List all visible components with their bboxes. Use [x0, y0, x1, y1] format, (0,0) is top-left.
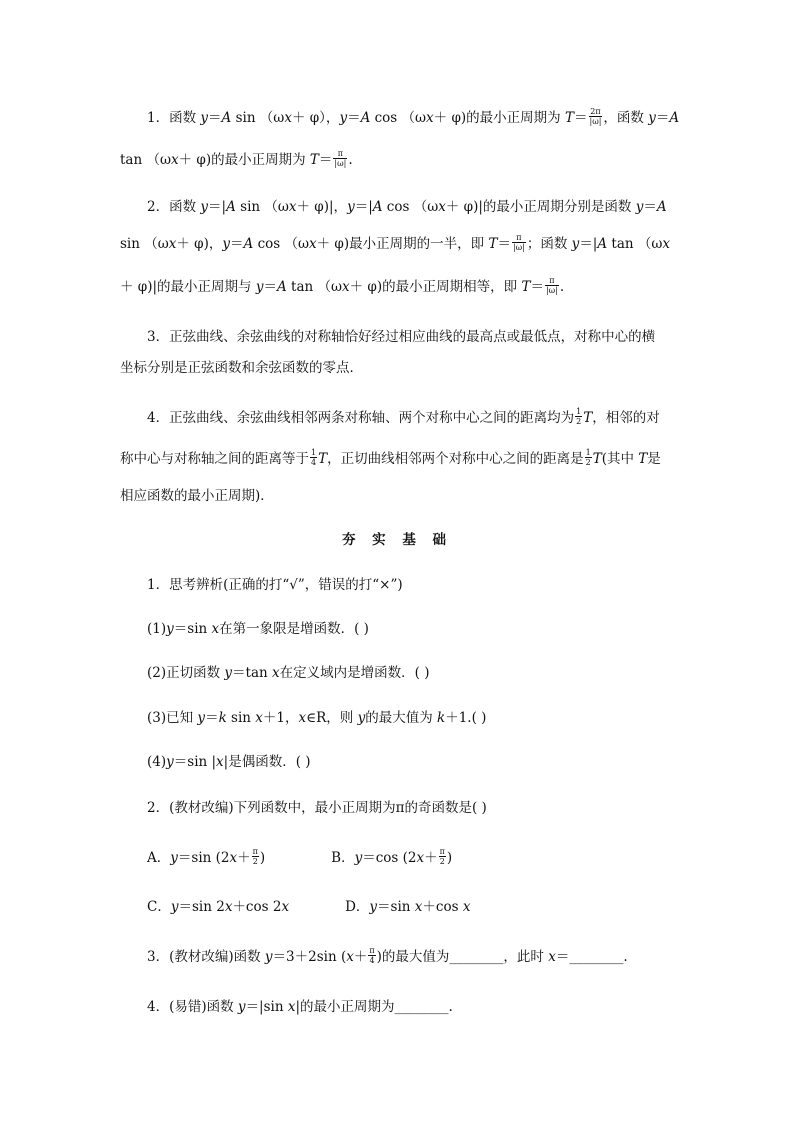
text-run: 是 — [647, 451, 661, 467]
math-variable: y — [200, 199, 209, 215]
fraction-numerator: 1 — [585, 447, 591, 457]
math-variable: A — [221, 110, 232, 126]
math-variable: y — [354, 850, 363, 866]
text-run: ＝ — [655, 110, 670, 126]
math-variable: x — [346, 949, 354, 965]
text-run: 4．(易错)函数 — [147, 999, 238, 1015]
math-variable: y — [166, 754, 174, 770]
math-variable: x — [216, 754, 224, 770]
math-variable: x — [170, 152, 179, 168]
text-run: 在定义域内是增函数．( ) — [279, 665, 430, 681]
exercise-4 — [147, 997, 707, 1017]
text-run: ＋cos — [422, 899, 463, 915]
math-variable: T — [488, 236, 498, 252]
math-variable: x — [416, 850, 425, 866]
summary-item-4-line-3 — [120, 486, 680, 506]
text-run: sin — [226, 710, 256, 726]
math-variable: y — [224, 665, 233, 681]
text-run: 1．函数 — [147, 110, 201, 126]
text-run: (1) — [147, 621, 167, 637]
text-run: ＋ φ)的最小正周期为 — [433, 110, 565, 126]
text-run: ＋1， — [262, 710, 299, 726]
summary-item-2-line-1 — [147, 197, 707, 217]
text-run: ＝tan — [232, 665, 273, 681]
text-run: 坐标分别是正弦函数和余弦函数的零点． — [120, 360, 363, 376]
math-variable: A — [656, 199, 667, 215]
text-run: tan （ω — [607, 236, 663, 252]
math-variable: k — [218, 710, 227, 726]
text-run: ＝ — [643, 199, 657, 215]
fraction — [575, 408, 582, 426]
math-variable: y — [264, 949, 273, 965]
text-run: ＝| — [354, 199, 373, 215]
math-variable: T — [592, 451, 602, 467]
fraction-numerator: π — [369, 945, 375, 955]
text-run: ＋ φ)|的最小正周期分别是函数 — [445, 199, 636, 215]
text-run: ＋ — [424, 850, 438, 866]
summary-item-4-line-1 — [147, 408, 707, 428]
summary-item-3-line-2 — [120, 358, 680, 378]
math-variable: T — [318, 451, 328, 467]
math-variable: y — [571, 236, 580, 252]
fraction — [333, 150, 347, 168]
math-variable: y — [635, 199, 644, 215]
text-run: 的最大值为 — [365, 710, 438, 726]
text-run: . — [559, 279, 565, 295]
text-run: ＝sin | — [173, 754, 217, 770]
exercise-1-item-3 — [147, 708, 707, 728]
text-run: ＝ — [208, 110, 222, 126]
text-run: 2．函数 — [147, 199, 201, 215]
fraction-numerator: π — [512, 234, 526, 243]
text-run: ＝ — [205, 710, 219, 726]
summary-item-1-line-2 — [120, 150, 680, 170]
exercise-1-item-2 — [147, 663, 707, 683]
math-variable: x — [462, 899, 471, 915]
text-run: A． — [147, 850, 171, 866]
summary-item-3-line-1 — [147, 327, 707, 347]
exercise-1-item-4 — [147, 752, 707, 772]
fraction — [545, 277, 559, 295]
fraction — [368, 947, 375, 965]
math-variable: x — [255, 710, 263, 726]
fraction-numerator: 1 — [311, 447, 317, 457]
math-variable: y — [170, 850, 178, 866]
math-variable: x — [414, 899, 423, 915]
text-run: cos （ω — [253, 236, 309, 252]
math-variable: A — [597, 236, 608, 252]
math-variable: y — [170, 899, 179, 915]
math-variable: x — [229, 850, 238, 866]
fraction-numerator: 2π — [590, 106, 601, 116]
text-run: D． — [345, 899, 370, 915]
math-variable: T — [521, 279, 531, 295]
summary-item-2-line-2 — [120, 234, 680, 254]
math-variable: y — [347, 199, 355, 215]
text-run: ＝sin (2 — [177, 850, 230, 866]
text-run: (其中 — [601, 451, 639, 467]
math-variable: y — [255, 279, 264, 295]
text-run: ＋ φ)|， — [296, 199, 348, 215]
math-variable: T — [309, 152, 319, 168]
text-run: tan （ω — [120, 152, 171, 168]
text-run: ＝________. — [555, 949, 628, 965]
text-run: ＋ — [353, 949, 368, 965]
text-run: ＋ φ)最小正周期的一半，即 — [316, 236, 489, 252]
text-run: 在第一象限是增函数．( ) — [219, 621, 369, 637]
text-run: ＋ φ)， — [176, 236, 223, 252]
math-variable: x — [662, 236, 671, 252]
text-run: |是偶函数．( ) — [223, 754, 311, 770]
fraction-denominator: 2 — [439, 856, 445, 866]
text-run: ＋ φ)的最小正周期为 — [178, 152, 310, 168]
text-run: ＋ φ）， — [291, 110, 340, 126]
math-variable: x — [548, 949, 556, 965]
fraction — [252, 848, 259, 866]
math-variable: y — [166, 621, 174, 637]
text-run: ) — [259, 850, 266, 866]
math-variable: T — [564, 110, 574, 126]
math-variable: y — [222, 236, 231, 252]
fraction — [439, 848, 446, 866]
math-variable: y — [237, 999, 246, 1015]
math-variable: A — [360, 110, 371, 126]
text-run: 3．(教材改编)函数 — [147, 949, 265, 965]
text-run: B． — [331, 850, 355, 866]
text-run: ＝|sin — [245, 999, 288, 1015]
math-variable: y — [357, 710, 366, 726]
math-variable: x — [211, 621, 220, 637]
text-run: ＋cos 2 — [232, 899, 282, 915]
math-variable: x — [298, 710, 307, 726]
fraction-numerator: π — [439, 846, 445, 856]
text-run: (4) — [147, 754, 167, 770]
text-run: 4．正弦曲线、余弦曲线相邻两条对称轴、两个对称中心之间的距离均为 — [147, 410, 575, 426]
text-run: ，正切曲线相邻两个对称中心之间的距离是 — [327, 451, 584, 467]
math-variable: x — [426, 110, 434, 126]
summary-item-1-line-1 — [147, 108, 707, 128]
math-variable: x — [168, 236, 177, 252]
math-variable: k — [437, 710, 446, 726]
text-run: )的最大值为________，此时 — [376, 949, 549, 965]
text-run: ＝ — [318, 152, 333, 168]
text-run: ) — [446, 850, 453, 866]
math-variable: A — [669, 110, 680, 126]
text-run: sin （ω — [235, 199, 289, 215]
text-run: 称中心与对称轴之间的距离等于 — [120, 451, 309, 467]
text-run: ＝| — [579, 236, 598, 252]
exercise-2-title — [147, 798, 707, 818]
text-run: tan （ω — [286, 279, 343, 295]
math-variable: A — [226, 199, 236, 215]
fraction-numerator: π — [252, 846, 258, 856]
text-run: ＋ φ)的最小正周期相等，即 — [349, 279, 522, 295]
text-run: 1．思考辨析(正确的打“√”，错误的打“×”) — [147, 577, 403, 593]
text-run: ＝ — [230, 236, 244, 252]
text-run: C． — [147, 899, 171, 915]
text-run: sin （ω — [231, 110, 285, 126]
math-variable: y — [369, 899, 378, 915]
fraction-denominator: |ω| — [512, 242, 525, 252]
exercise-2-options-ab — [147, 848, 707, 868]
text-run: ＝| — [208, 199, 227, 215]
fraction — [589, 108, 603, 126]
text-run: ＝sin — [377, 899, 415, 915]
text-run: (2)正切函数 — [147, 665, 225, 681]
text-run: 3．正弦曲线、余弦曲线的对称轴恰好经过相应曲线的最高点或最低点，对称中心的横 — [147, 329, 656, 345]
text-run: ＝ — [347, 110, 361, 126]
math-variable: x — [272, 665, 280, 681]
text-run: |的最小正周期为________. — [295, 999, 453, 1015]
fraction-denominator: 4 — [311, 457, 317, 467]
text-run: ＝sin — [173, 621, 212, 637]
text-run: ∈R，则 — [306, 710, 358, 726]
text-run: ＝ — [530, 279, 544, 295]
exercise-2-options-cd — [147, 897, 707, 917]
fraction-denominator: 2 — [585, 457, 591, 467]
math-variable: A — [372, 199, 383, 215]
math-variable: x — [309, 236, 317, 252]
fraction-denominator: |ω| — [589, 116, 602, 126]
math-variable: x — [438, 199, 446, 215]
text-run: ，函数 — [603, 110, 649, 126]
math-variable: A — [243, 236, 254, 252]
fraction-denominator: 4 — [369, 955, 375, 965]
math-variable: T — [638, 451, 648, 467]
text-run: cos （ω — [370, 110, 427, 126]
text-run: 相应函数的最小正周期)． — [120, 488, 274, 504]
text-run: ＝ — [497, 236, 511, 252]
text-run: ＝ — [263, 279, 277, 295]
math-variable: y — [648, 110, 656, 126]
fraction-numerator: π — [333, 150, 347, 159]
math-variable: y — [200, 110, 209, 126]
math-variable: x — [281, 899, 290, 915]
exercise-3 — [147, 947, 707, 967]
math-variable: y — [339, 110, 348, 126]
fraction-denominator: |ω| — [334, 158, 347, 168]
text-run: ＝sin 2 — [178, 899, 225, 915]
section-heading: 夯 实 基 础 — [341, 532, 453, 548]
text-run: sin （ω — [120, 236, 169, 252]
text-run: (3)已知 — [147, 710, 198, 726]
math-variable: x — [342, 279, 350, 295]
math-variable: A — [277, 279, 287, 295]
fraction-numerator: 1 — [576, 406, 582, 416]
fraction — [585, 449, 592, 467]
exercise-1-item-1 — [147, 619, 707, 639]
exercise-1-title — [147, 575, 707, 595]
math-variable: x — [224, 899, 233, 915]
math-variable: x — [284, 110, 292, 126]
math-variable: x — [287, 999, 296, 1015]
math-variable: T — [583, 410, 593, 426]
text-run: ＝3＋2sin ( — [272, 949, 347, 965]
text-run: 2．(教材改编)下列函数中，最小正周期为π的奇函数是( ) — [147, 800, 487, 816]
summary-item-2-line-3 — [120, 277, 680, 297]
fraction-numerator: π — [545, 277, 559, 286]
text-run: ＝ — [574, 110, 588, 126]
fraction — [512, 234, 526, 252]
text-run: ，相邻的对 — [592, 410, 660, 426]
summary-item-4-line-2 — [120, 449, 680, 469]
text-run: ＋ φ)|的最小正周期与 — [120, 279, 256, 295]
text-run: ＋1.( ) — [445, 710, 487, 726]
fraction-denominator: 2 — [576, 416, 582, 426]
math-variable: y — [197, 710, 206, 726]
text-run: . — [348, 152, 353, 168]
text-run: ＝cos (2 — [362, 850, 417, 866]
fraction-denominator: 2 — [252, 856, 258, 866]
fraction-denominator: |ω| — [545, 285, 558, 295]
text-run: ＋ — [237, 850, 251, 866]
fraction — [310, 449, 317, 467]
math-variable: x — [288, 199, 297, 215]
text-run: ；函数 — [526, 236, 572, 252]
text-run: cos （ω — [382, 199, 439, 215]
